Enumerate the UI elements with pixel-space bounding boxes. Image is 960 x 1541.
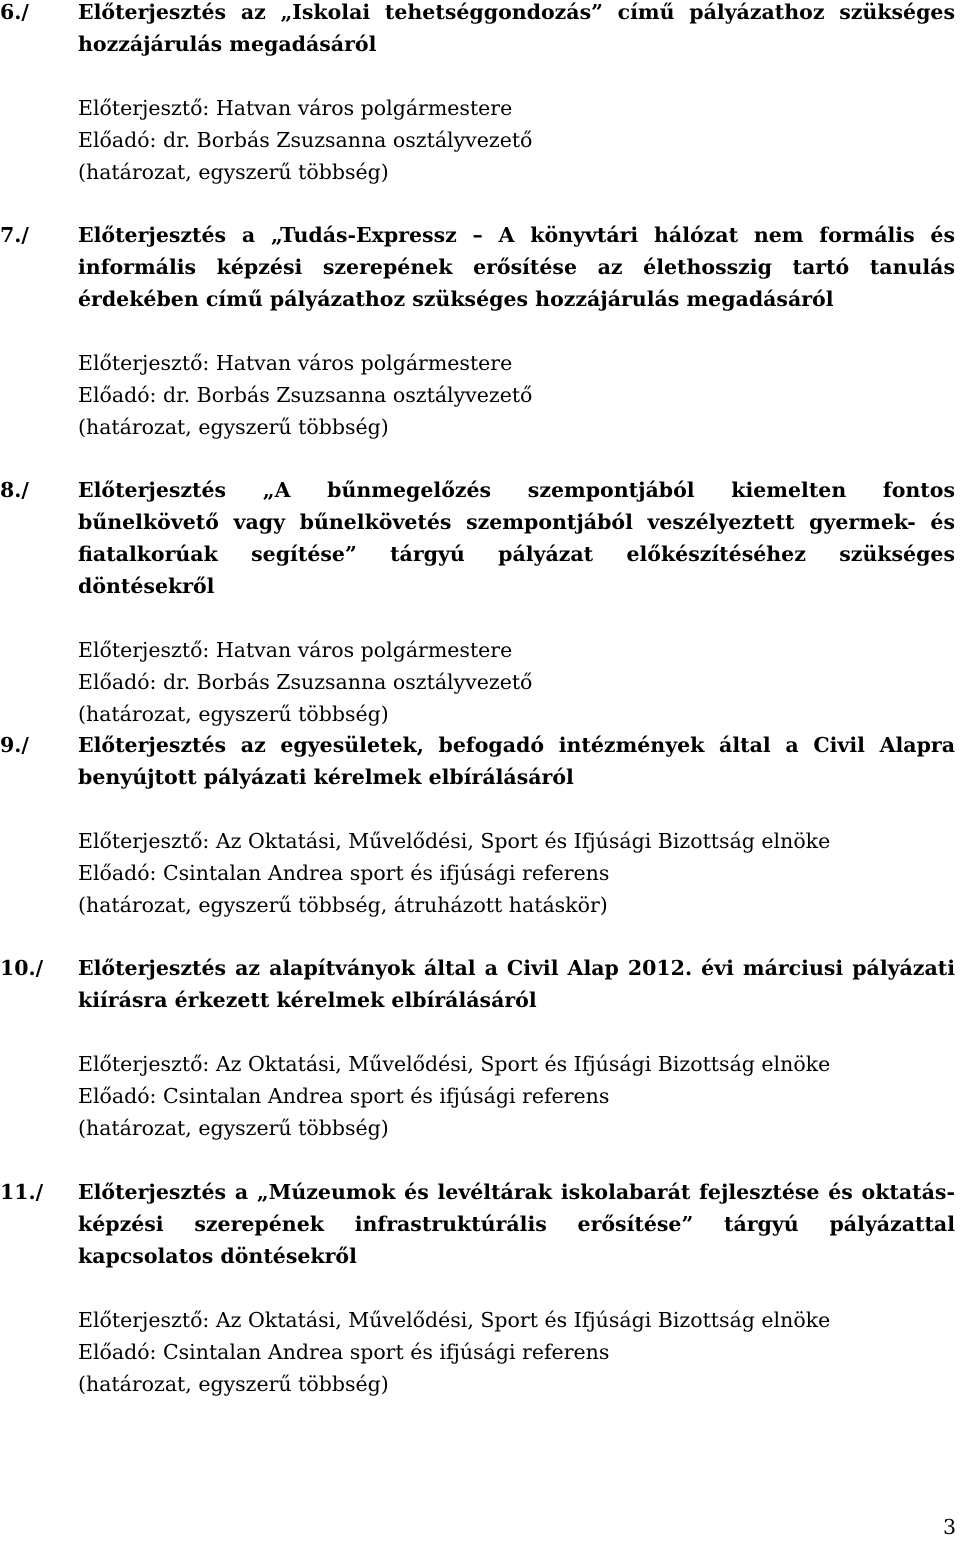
presenter-line: Előterjesztő: Hatvan város polgármestere xyxy=(78,638,513,662)
agenda-item-number: 8./ xyxy=(0,478,29,502)
presenter-line: Előterjesztő: Az Oktatási, Művelődési, Sport és Ifjúsági Bizottság elnöke xyxy=(78,1052,831,1076)
agenda-item-10 xyxy=(0,952,960,1144)
decision-line: (határozat, egyszerű többség) xyxy=(78,415,389,439)
agenda-item-title: Előterjesztés a „Múzeumok és levéltárak iskolabarát fejlesztése és oktatás-képzési szerepének infrastruktúrális erősítése” tárgyú pályázattal kapcsolatos döntésekről xyxy=(78,1180,955,1268)
agenda-item-details xyxy=(78,1304,960,1400)
decision-line: (határozat, egyszerű többség, átruházott hatáskör) xyxy=(78,893,608,917)
agenda-item-9 xyxy=(0,729,960,921)
page-number: 3 xyxy=(942,1515,956,1539)
agenda-item-title: Előterjesztés az „Iskolai tehetséggondozás” című pályázathoz szükséges hozzájárulás megadásáról xyxy=(78,0,955,56)
speaker-line: Előadó: dr. Borbás Zsuzsanna osztályvezető xyxy=(78,383,533,407)
agenda-item-8 xyxy=(0,474,960,730)
speaker-line: Előadó: Csintalan Andrea sport és ifjúsági referens xyxy=(78,861,610,885)
decision-line: (határozat, egyszerű többség) xyxy=(78,702,389,726)
decision-line: (határozat, egyszerű többség) xyxy=(78,1116,389,1140)
presenter-line: Előterjesztő: Az Oktatási, Művelődési, Sport és Ifjúsági Bizottság elnöke xyxy=(78,1308,831,1332)
speaker-line: Előadó: Csintalan Andrea sport és ifjúsági referens xyxy=(78,1340,610,1364)
speaker-line: Előadó: dr. Borbás Zsuzsanna osztályvezető xyxy=(78,128,533,152)
agenda-item-title: Előterjesztés „A bűnmegelőzés szempontjából kiemelten fontos bűnelkövető vagy bűnelkövetés szempontjából veszélyeztett gyermek- és fiatalkorúak segítése” tárgyú pályázat előkészítéséhez szükséges döntésekről xyxy=(78,478,955,598)
presenter-line: Előterjesztő: Hatvan város polgármestere xyxy=(78,351,513,375)
agenda-item-title: Előterjesztés az egyesületek, befogadó intézmények által a Civil Alapra benyújtott pályázati kérelmek elbírálásáról xyxy=(78,733,955,789)
agenda-item-number: 11./ xyxy=(0,1180,44,1204)
agenda-item-title: Előterjesztés a „Tudás-Expressz – A könyvtári hálózat nem formális és informális képzési szerepének erősítése az élethosszig tartó tanulás érdekében című pályázathoz szükséges hozzájárulás megadásáról xyxy=(78,223,955,311)
agenda-item-number: 7./ xyxy=(0,223,29,247)
agenda-item-6 xyxy=(0,0,960,188)
agenda-item-details xyxy=(78,347,960,443)
agenda-item-details xyxy=(78,1048,960,1144)
agenda-item-details xyxy=(78,634,960,730)
decision-line: (határozat, egyszerű többség) xyxy=(78,1372,389,1396)
agenda-item-details xyxy=(78,825,960,921)
agenda-item-details xyxy=(78,92,960,188)
speaker-line: Előadó: dr. Borbás Zsuzsanna osztályvezető xyxy=(78,670,533,694)
decision-line: (határozat, egyszerű többség) xyxy=(78,160,389,184)
speaker-line: Előadó: Csintalan Andrea sport és ifjúsági referens xyxy=(78,1084,610,1108)
agenda-item-11 xyxy=(0,1176,960,1400)
agenda-item-7 xyxy=(0,219,960,443)
agenda-item-title: Előterjesztés az alapítványok által a Civil Alap 2012. évi márciusi pályázati kiírásra érkezett kérelmek elbírálásáról xyxy=(78,956,955,1012)
agenda-item-number: 10./ xyxy=(0,956,44,980)
presenter-line: Előterjesztő: Hatvan város polgármestere xyxy=(78,96,513,120)
agenda-item-number: 9./ xyxy=(0,733,29,757)
presenter-line: Előterjesztő: Az Oktatási, Művelődési, Sport és Ifjúsági Bizottság elnöke xyxy=(78,829,831,853)
agenda-item-number: 6./ xyxy=(0,0,29,24)
